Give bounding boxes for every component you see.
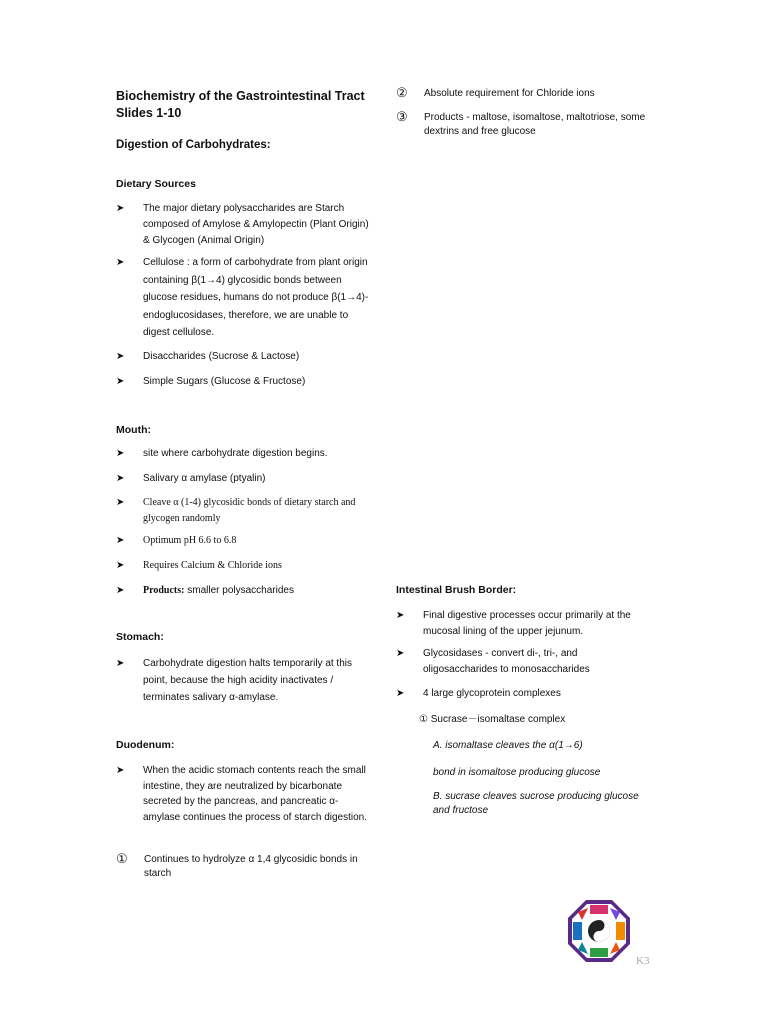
arrow-bullet-icon: ➤ [116,658,125,669]
title-line-1: Biochemistry of the Gastrointestinal Tract [116,89,365,103]
arrow-bullet-icon: ➤ [116,765,125,776]
sub-item-a-cont: bond in isomaltose producing glucose [433,767,601,778]
arrow-bullet-icon: ➤ [116,376,125,387]
numbered-item: ① Continues to hydrolyze α 1,4 glycosidic bonds in starch [116,851,358,879]
arrow-bullet-icon: ➤ [116,448,125,459]
mouth-item: ➤ Salivary α amylase (ptyalin) [116,471,373,487]
stomach-item: ➤ Carbohydrate digestion halts temporarily at this point, because the high acidity inactivates / terminates salivary α-amylase. [116,655,373,706]
numbered-item: ② Absolute requirement for Chloride ions [396,85,595,100]
arrow-bullet-icon: ➤ [116,257,125,268]
brush-item: ➤ 4 large glycoprotein complexes [396,686,653,702]
arrow-bullet-icon: ➤ [396,688,405,699]
circled-number-icon: ① [116,851,128,866]
stomach-heading: Stomach: [116,631,164,643]
document-title [116,88,365,122]
page-mark: K3 [636,955,650,967]
arrow-bullet-icon: ➤ [116,560,125,571]
bagua-logo-icon [566,898,632,964]
arrow-bullet-icon: ➤ [396,648,405,659]
arrow-bullet-icon: ➤ [396,610,405,621]
dietary-item: ➤ Simple Sugars (Glucose & Fructose) [116,374,373,390]
mouth-item: ➤ Cleave α (1-4) glycosidic bonds of dietary starch and glycogen randomly [116,497,356,524]
dietary-item: ➤ The major dietary polysaccharides are Starch composed of Amylose & Amylopectin (Plant Origin) & Glycogen (Animal Origin) [116,203,369,246]
dietary-heading: Dietary Sources [116,178,196,190]
arrow-bullet-icon: ➤ [116,351,125,362]
duodenum-heading: Duodenum: [116,739,175,751]
mouth-item: ➤ Optimum pH 6.6 to 6.8 [116,533,373,549]
mouth-heading: Mouth: [116,424,151,436]
brush-border-heading: Intestinal Brush Border: [396,584,517,596]
mouth-item: ➤ site where carbohydrate digestion begins. [116,446,373,462]
duodenum-item: ➤ When the acidic stomach contents reach the small intestine, they are neutralized by bicarbonate secreted by the pancreas, and pancreatic α-amylase continues the process of starch digestion. [116,765,368,823]
sub-item: ① Sucrase－isomaltase complex [419,714,566,725]
circled-number-icon: ③ [396,109,408,124]
mouth-item: ➤ Requires Calcium & Chloride ions [116,558,373,574]
arrow-bullet-icon: ➤ [116,473,125,484]
circled-number-icon: ② [396,85,408,100]
sub-item-a: A. isomaltase cleaves the α(1→6) [433,740,583,751]
dietary-item: ➤ Disaccharides (Sucrose & Lactose) [116,349,373,365]
dietary-item: ➤ Cellulose : a form of carbohydrate from plant origin containing β(1→4) glycosidic bonds between glucose residues, humans do not produce β(1→4)-endoglucosidases, therefore, we are unable to digest cellulose. [116,254,373,342]
arrow-bullet-icon: ➤ [116,203,125,214]
arrow-bullet-icon: ➤ [116,497,125,508]
numbered-item: ③ Products - maltose, isomaltose, maltotriose, some dextrins and free glucose [396,109,646,137]
arrow-bullet-icon: ➤ [116,535,125,546]
brush-item: ➤ Glycosidases - convert di-, tri-, and oligosaccharides to monosaccharides [396,648,590,675]
brush-item: ➤ Final digestive processes occur primarily at the mucosal lining of the upper jejunum. [396,610,631,637]
arrow-bullet-icon: ➤ [116,585,125,596]
sub-item-b: B. sucrase cleaves sucrose producing glucose and fructose [433,791,639,816]
title-line-2: Slides 1-10 [116,106,182,120]
mouth-products: ➤ Products: smaller polysaccharides [116,583,373,599]
digestion-heading: Digestion of Carbohydrates: [116,139,271,151]
